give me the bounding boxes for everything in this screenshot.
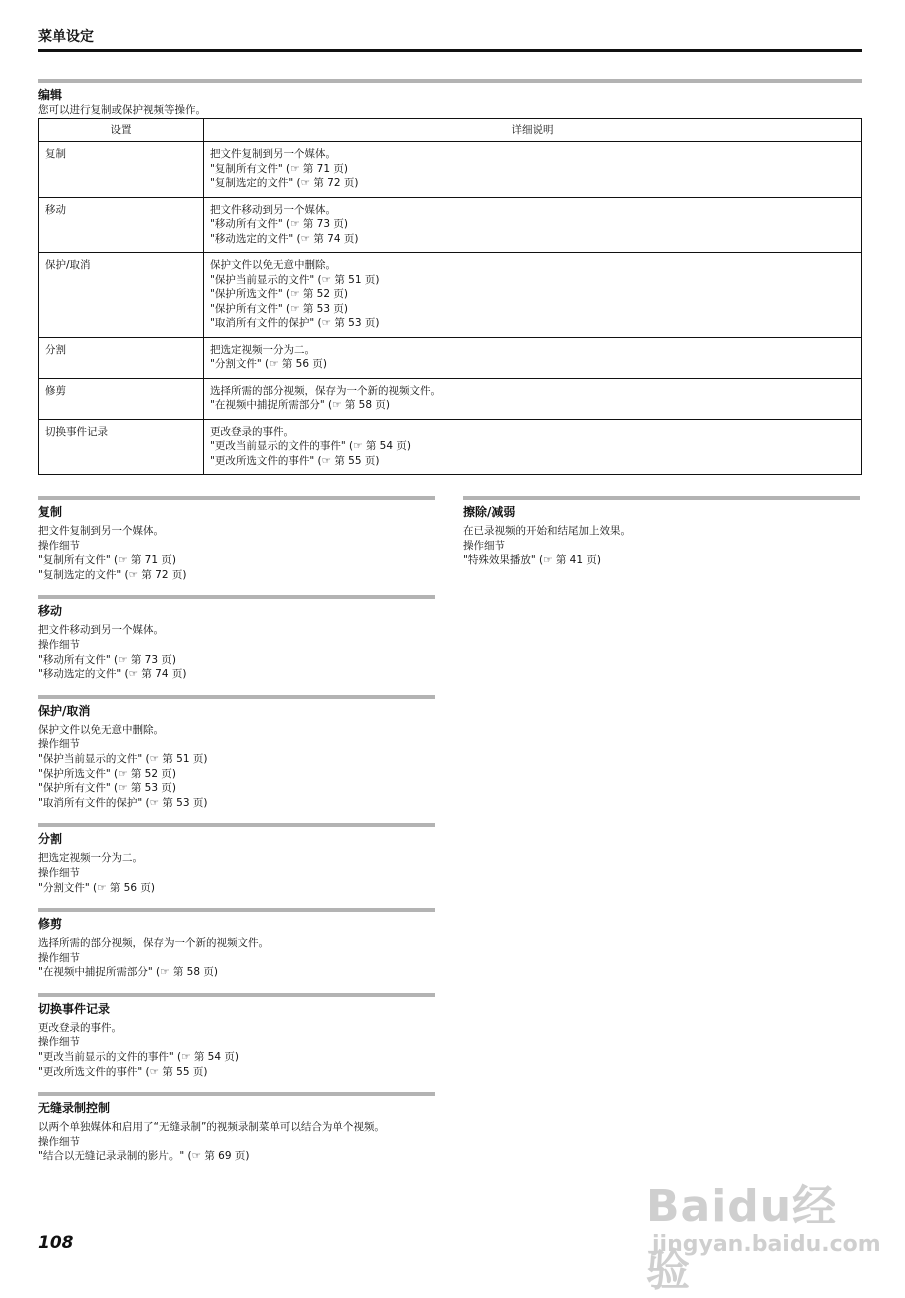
header-rule — [38, 49, 862, 52]
info-block — [38, 496, 435, 582]
table-header-row — [39, 119, 862, 142]
detail-line: "保护当前显示的文件" (☞ 第 51 页) — [210, 273, 380, 286]
block-line: "取消所有文件的保护" (☞ 第 53 页) — [38, 796, 208, 809]
detail-line: "保护所有文件" (☞ 第 53 页) — [210, 302, 348, 315]
detail-line: "更改当前显示的文件的事件" (☞ 第 54 页) — [210, 440, 411, 452]
detail-line: "在视频中捕捉所需部分" (☞ 第 58 页) — [210, 399, 390, 411]
settings-table — [38, 118, 862, 475]
block-line: 把文件复制到另一个媒体。 — [38, 525, 164, 537]
block-body — [38, 623, 435, 681]
block-rule — [38, 496, 435, 500]
block-rule — [38, 908, 435, 912]
block-rule — [38, 695, 435, 699]
watermark-url: jingyan.baidu.com — [652, 1232, 881, 1257]
block-title: 切换事件记录 — [38, 1001, 111, 1016]
block-line: 保护文件以免无意中删除。 — [38, 723, 164, 736]
left-column — [38, 496, 435, 1177]
block-line: "更改所选文件的事件" (☞ 第 55 页) — [38, 1065, 208, 1078]
column-header-setting: 设置 — [39, 119, 204, 142]
detail-line: "更改所选文件的事件" (☞ 第 55 页) — [210, 454, 380, 467]
info-block — [38, 993, 435, 1079]
edit-title: 编辑 — [38, 88, 63, 102]
block-rule — [463, 496, 860, 500]
setting-cell: 修剪 — [39, 378, 204, 419]
block-title: 修剪 — [38, 917, 63, 932]
info-block — [38, 1092, 435, 1164]
block-body — [463, 524, 860, 568]
info-block — [38, 908, 435, 980]
block-title: 无缝录制控制 — [38, 1101, 111, 1116]
detail-line: 保护文件以免无意中删除。 — [210, 259, 336, 271]
block-line: "移动选定的文件" (☞ 第 74 页) — [38, 668, 187, 681]
detail-line: 把文件复制到另一个媒体。 — [210, 148, 336, 160]
block-line: 操作细节 — [463, 539, 505, 552]
block-body — [38, 1120, 435, 1164]
detail-cell — [204, 337, 862, 378]
block-line: 把选定视频一分为二。 — [38, 852, 143, 865]
block-title: 移动 — [38, 604, 63, 619]
block-line: 操作细节 — [38, 866, 80, 879]
detail-cell — [204, 419, 862, 475]
info-block — [38, 595, 435, 681]
block-line: 操作细节 — [38, 738, 80, 751]
block-line: "复制选定的文件" (☞ 第 72 页) — [38, 568, 187, 581]
table-row — [39, 253, 862, 338]
block-rule — [38, 595, 435, 599]
setting-cell: 复制 — [39, 142, 204, 198]
block-line: 更改登录的事件。 — [38, 1021, 122, 1034]
watermark-logo: Baidu经验 — [646, 1181, 838, 1296]
block-title: 保护/取消 — [38, 703, 91, 718]
detail-line: "复制选定的文件" (☞ 第 72 页) — [210, 177, 359, 189]
detail-cell — [204, 378, 862, 419]
block-line: 把文件移动到另一个媒体。 — [38, 624, 164, 637]
block-line: 以两个单独媒体和启用了“无缝录制”的视频录制菜单可以结合为单个视频。 — [38, 1121, 385, 1134]
setting-cell: 切换事件记录 — [39, 419, 204, 475]
block-line: "特殊效果播放" (☞ 第 41 页) — [463, 554, 601, 567]
block-body — [38, 936, 435, 980]
block-line: 选择所需的部分视频，保存为一个新的视频文件。 — [38, 937, 269, 950]
block-title: 分割 — [38, 832, 63, 847]
detail-line: "移动选定的文件" (☞ 第 74 页) — [210, 232, 359, 245]
table-row — [39, 419, 862, 475]
block-line: "更改当前显示的文件的事件" (☞ 第 54 页) — [38, 1051, 239, 1064]
block-line: "在视频中捕捉所需部分" (☞ 第 58 页) — [38, 966, 218, 979]
table-row — [39, 197, 862, 253]
table-row — [39, 337, 862, 378]
block-body — [38, 723, 435, 811]
detail-cell — [204, 142, 862, 198]
section-rule — [38, 79, 862, 83]
block-title: 擦除/减弱 — [463, 505, 516, 519]
edit-section — [38, 79, 862, 475]
block-line: 操作细节 — [38, 951, 80, 964]
block-line: 操作细节 — [38, 1135, 80, 1148]
detail-line: "复制所有文件" (☞ 第 71 页) — [210, 162, 348, 175]
block-line: "分割文件" (☞ 第 56 页) — [38, 881, 155, 894]
detail-cell — [204, 253, 862, 338]
detail-line: 选择所需的部分视频，保存为一个新的视频文件。 — [210, 384, 441, 397]
info-block — [38, 695, 435, 811]
block-line: 操作细节 — [38, 1036, 80, 1049]
detail-cell — [204, 197, 862, 253]
setting-cell: 分割 — [39, 337, 204, 378]
detail-line: 把选定视频一分为二。 — [210, 343, 315, 356]
setting-cell: 保护/取消 — [39, 253, 204, 338]
block-body — [38, 524, 435, 582]
detail-line: "分割文件" (☞ 第 56 页) — [210, 358, 327, 370]
block-line: "移动所有文件" (☞ 第 73 页) — [38, 653, 176, 666]
block-line: "保护所选文件" (☞ 第 52 页) — [38, 767, 176, 780]
block-body — [38, 1021, 435, 1079]
block-line: 操作细节 — [38, 638, 80, 651]
right-column — [463, 496, 860, 581]
detail-line: "取消所有文件的保护" (☞ 第 53 页) — [210, 317, 380, 329]
block-rule — [38, 1092, 435, 1096]
block-line: 操作细节 — [38, 539, 80, 552]
page-title: 菜单设定 — [38, 29, 94, 45]
edit-intro: 您可以进行复制或保护视频等操作。 — [38, 104, 206, 116]
block-line: "保护所有文件" (☞ 第 53 页) — [38, 782, 176, 795]
info-block — [463, 496, 860, 568]
block-rule — [38, 993, 435, 997]
block-line: 在已录视频的开始和结尾加上效果。 — [463, 525, 631, 537]
watermark — [640, 1148, 881, 1296]
info-block — [38, 823, 435, 895]
detail-line: "保护所选文件" (☞ 第 52 页) — [210, 288, 348, 300]
block-line: "复制所有文件" (☞ 第 71 页) — [38, 554, 176, 567]
column-header-detail: 详细说明 — [204, 119, 862, 142]
block-title: 复制 — [38, 505, 63, 519]
setting-cell: 移动 — [39, 197, 204, 253]
detail-line: 把文件移动到另一个媒体。 — [210, 203, 336, 216]
block-rule — [38, 823, 435, 827]
table-row — [39, 142, 862, 198]
detail-line: 更改登录的事件。 — [210, 425, 294, 438]
block-line: "结合以无缝记录录制的影片。" (☞ 第 69 页) — [38, 1150, 250, 1163]
table-row — [39, 378, 862, 419]
page-header — [38, 28, 862, 52]
block-line: "保护当前显示的文件" (☞ 第 51 页) — [38, 752, 208, 765]
detail-line: "移动所有文件" (☞ 第 73 页) — [210, 218, 348, 230]
page-number: 108 — [38, 1233, 74, 1253]
block-body — [38, 851, 435, 895]
